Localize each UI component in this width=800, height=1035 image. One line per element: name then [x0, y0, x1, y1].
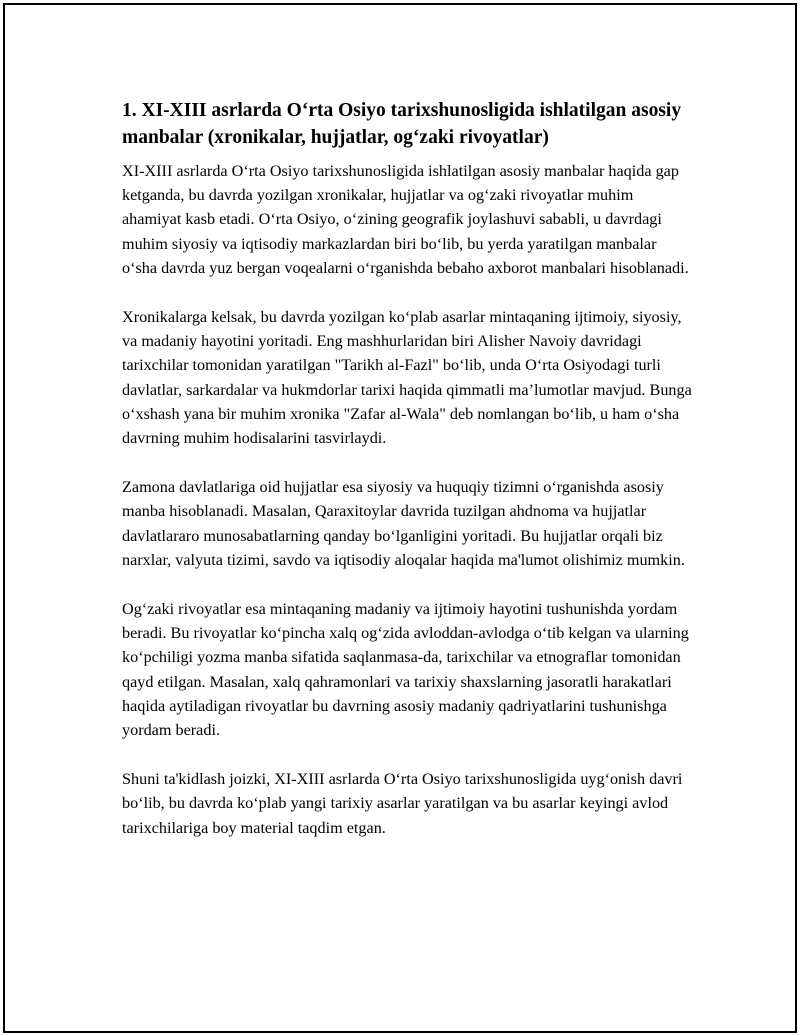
paragraph-conclusion: Shuni ta'kidlash joizki, XI-XIII asrlarda O‘rta Osiyo tarixshunosligida uyg‘onish davri bo‘lib, bu davrda ko‘plab yangi tarixiy asarlar yaratilgan va bu asarlar keyingi avlod tarixchilariga boy material taqdim etgan. — [122, 770, 683, 837]
section-heading: 1. XI-XIII asrlarda O‘rta Osiyo tarixshunosligida ishlatilgan asosiy manbalar (xronikalar, hujjatlar, og‘zaki rivoyatlar) — [122, 100, 682, 148]
paragraph-oral-traditions: Og‘zaki rivoyatlar esa mintaqaning madaniy va ijtimoiy hayotini tushunishda yordam beradi. Bu rivoyatlar ko‘pincha xalq og‘zida avloddan-avlodga o‘tib kelgan va ularning ko‘pchiligi yozma manba sifatida saqlanmasa-da, tarixchilar va etnograflar tomonidan qayd etilgan. Masalan, xalq qahramonlari va tarixiy shaxslarning jasoratli harakatlari haqida aytiladigan rivoyatlar bu davrning asosiy madaniy qadriyatlarini tushunishga yordam beradi. — [122, 600, 689, 740]
document-body — [122, 97, 692, 865]
paragraph-documents: Zamona davlatlariga oid hujjatlar esa siyosiy va huquqiy tizimni o‘rganishda asosiy manba hisoblanadi. Masalan, Qaraxitoylar davrida tuzilgan ahdnoma va hujjatlar davlatlararo munosabatlarning qanday bo‘lganligini yoritadi. Bu hujjatlar orqali biz narxlar, valyuta tizimi, savdo va iqtisodiy aloqalar haqida ma'lumot olishimiz mumkin. — [122, 478, 685, 569]
page-frame — [3, 3, 797, 1033]
paragraph-intro: XI-XIII asrlarda O‘rta Osiyo tarixshunosligida ishlatilgan asosiy manbalar haqida gap ketganda, bu davrda yozilgan xronikalar, hujjatlar va og‘zaki rivoyatlar muhim ahamiyat kasb etadi. O‘rta Osiyo, o‘zining geografik joylashuvi sababli, u davrdagi muhim siyosiy va iqtisodiy markazlardan biri bo‘lib, bu yerda yaratilgan manbalar o‘sha davrda yuz bergan voqealarni o‘rganishda bebaho axborot manbalari hisoblanadi. — [122, 162, 689, 277]
paragraph-chronicles: Xronikalarga kelsak, bu davrda yozilgan ko‘plab asarlar mintaqaning ijtimoiy, siyosiy, va madaniy hayotini yoritadi. Eng mashhurlaridan biri Alisher Navoiy davridagi tarixchilar tomonidan yaratilgan "Tarikh al-Fazl" bo‘lib, unda O‘rta Osiyodagi turli davlatlar, sarkardalar va hukmdorlar tarixi haqida qimmatli ma’lumotlar mavjud. Bunga o‘xshash yana bir muhim xronika "Zafar al-Wala" deb nomlangan bo‘lib, u ham o‘sha davrning muhim hodisalarini tasvirlaydi. — [122, 308, 692, 448]
